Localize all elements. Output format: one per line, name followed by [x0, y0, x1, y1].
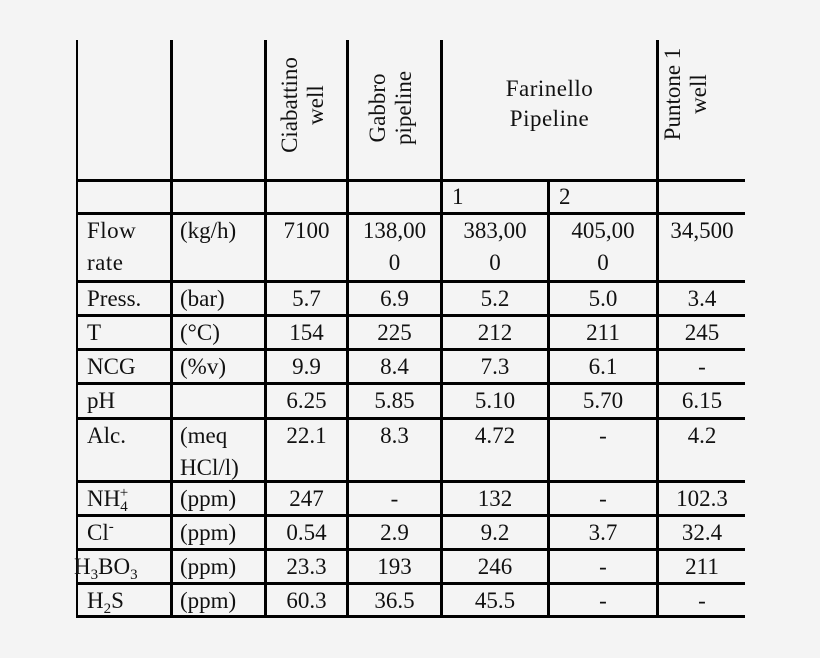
row-t-farinello2: 211 — [586, 320, 620, 345]
row-h3bo3-gabbro: 193 — [377, 554, 412, 579]
row-h3bo3-unit: (ppm) — [180, 554, 237, 579]
row-alc-ciabattino: 22.1 — [286, 423, 327, 448]
row-h3bo3-farinello2: - — [599, 554, 607, 579]
row-cl-farinello1: 9.2 — [480, 520, 510, 545]
row-h3bo3-ciabattino: 23.3 — [286, 554, 327, 579]
header-puntone-line2: well — [686, 74, 711, 114]
row-nh4-ciabattino: 247 — [289, 486, 324, 511]
row-h2s-ciabattino: 60.3 — [286, 588, 327, 613]
row-press-gabbro: 6.9 — [380, 286, 409, 311]
header-farinello-line2: Pipeline — [509, 106, 590, 131]
row-ph-farinello2: 5.70 — [582, 388, 624, 413]
row-t-puntone: 245 — [684, 320, 720, 345]
row-t-ciabattino: 154 — [289, 320, 324, 345]
row-ncg-puntone: - — [698, 354, 706, 379]
row-cl-ciabattino: 0.54 — [286, 520, 327, 545]
row-t-unit: (°C) — [180, 320, 220, 345]
row-nh4-farinello1: 132 — [477, 486, 513, 511]
row-press-ciabattino: 5.7 — [292, 286, 321, 311]
row-t-farinello1: 212 — [477, 320, 513, 345]
data-table — [76, 40, 745, 617]
row-ph-param: pH — [87, 388, 116, 413]
row-h2s-unit: (ppm) — [180, 588, 237, 613]
row-h3bo3-puntone: 211 — [685, 554, 719, 579]
row-press-unit: (bar) — [180, 286, 225, 311]
row-nh4-farinello2: - — [599, 486, 607, 511]
row-alc-param: Alc. — [87, 423, 126, 448]
row-alc-puntone: 4.2 — [687, 423, 717, 448]
row-t-param: T — [87, 320, 102, 345]
row-press-farinello1: 5.2 — [480, 286, 510, 311]
row-flow-rate-farinello1: 383,00 0 — [463, 218, 527, 275]
row-ncg-unit: (%v) — [180, 354, 226, 379]
row-h2s-gabbro: 36.5 — [374, 588, 415, 613]
row-flow-rate-farinello2: 405,00 0 — [571, 218, 635, 275]
row-alc-farinello2: - — [599, 423, 607, 448]
row-ncg-ciabattino: 9.9 — [292, 354, 321, 379]
row-flow-rate-param: Flow rate — [87, 218, 137, 275]
row-flow-rate-ciabattino: 7100 — [283, 218, 330, 243]
row-h3bo3-farinello1: 246 — [477, 554, 513, 579]
header-ciabattino-line1: Ciabattino — [277, 57, 302, 153]
row-ncg-gabbro: 8.4 — [380, 354, 409, 379]
subheader-farinello-2: 2 — [559, 184, 571, 209]
header-puntone-line1: Puntone 1 — [660, 47, 685, 141]
row-h2s-puntone: - — [698, 588, 706, 613]
row-ph-farinello1: 5.10 — [474, 388, 516, 413]
header-ciabattino — [267, 40, 346, 180]
row-h3bo3-param: $H_3BO_3$ — [74, 554, 138, 583]
header-ciabattino-line2: well — [303, 85, 328, 125]
row-flow-rate-puntone: 34,500 — [670, 218, 734, 243]
header-farinello — [443, 74, 656, 134]
row-ncg-farinello1: 7.3 — [480, 354, 510, 379]
row-cl-unit: (ppm) — [180, 520, 237, 545]
row-cl-farinello2: 3.7 — [588, 520, 618, 545]
header-gabbro-line2: pipeline — [391, 70, 416, 146]
header-gabbro — [349, 40, 440, 180]
row-nh4-param: $NH_4^+$ — [87, 485, 129, 515]
row-press-puntone: 3.4 — [687, 286, 717, 311]
row-press-param: Press. — [87, 286, 142, 311]
row-nh4-unit: (ppm) — [180, 486, 237, 511]
header-farinello-line1: Farinello — [505, 76, 594, 101]
row-flow-rate-gabbro: 138,00 0 — [362, 218, 427, 275]
row-ph-puntone: 6.15 — [681, 388, 723, 413]
row-nh4-puntone: 102.3 — [676, 486, 728, 511]
row-alc-farinello1: 4.72 — [474, 423, 516, 448]
row-cl-puntone: 32.4 — [681, 520, 723, 545]
row-t-gabbro: 225 — [377, 320, 412, 345]
row-alc-gabbro: 8.3 — [380, 423, 409, 448]
row-cl-gabbro: 2.9 — [380, 520, 409, 545]
row-h2s-param: $H_2S$ — [87, 588, 124, 617]
row-ph-gabbro: 5.85 — [374, 388, 415, 413]
row-press-farinello2: 5.0 — [588, 286, 618, 311]
row-ncg-param: NCG — [87, 354, 136, 379]
header-puntone — [659, 40, 745, 180]
subheader-farinello-1: 1 — [452, 184, 464, 209]
row-h2s-farinello2: - — [599, 588, 607, 613]
row-h2s-farinello1: 45.5 — [474, 588, 516, 613]
row-alc-unit: (meq HCl/l) — [180, 423, 239, 480]
row-flow-rate-unit: (kg/h) — [180, 218, 237, 243]
row-ncg-farinello2: 6.1 — [588, 354, 618, 379]
row-ph-ciabattino: 6.25 — [286, 388, 327, 413]
row-cl-param: Cl- — [87, 519, 114, 545]
header-gabbro-line1: Gabbro — [365, 73, 390, 143]
row-nh4-gabbro: - — [390, 486, 399, 511]
